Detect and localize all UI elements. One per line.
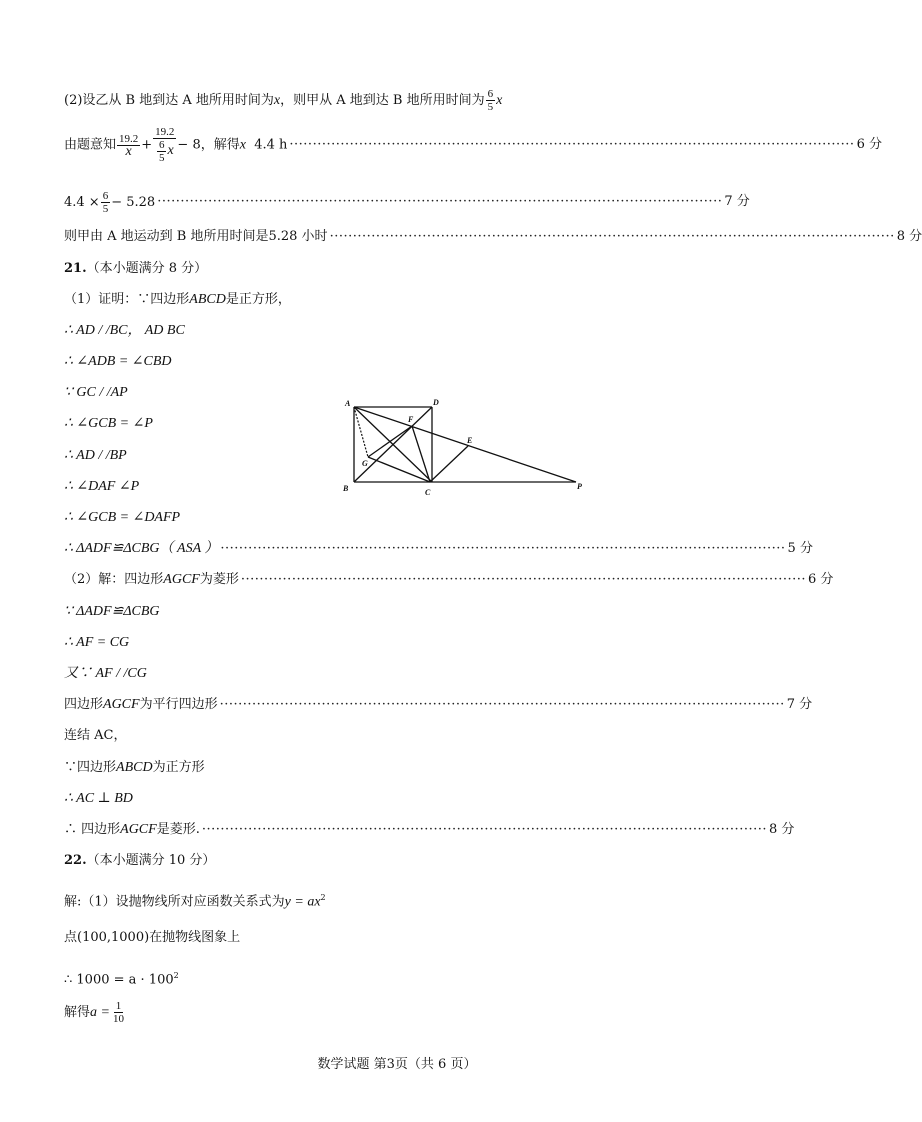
q21-step-7: ∴ ∠DAF ∠P	[64, 479, 140, 494]
square-diagram	[340, 394, 590, 498]
q21-part2-step-7: ∵四边形ABCD为正方形	[64, 760, 205, 775]
p2-line-1: (2)设乙从 B 地到达 A 地所用时间为x，则甲从 A 地到达 B 地所用时间为 $\frac{6}{5}$ x	[64, 88, 503, 113]
fraction-19-2-over-x: $\frac{19.2}{x}$	[119, 132, 139, 159]
label-a: A	[345, 399, 351, 408]
q21-title: 21.（本小题满分 8 分）	[64, 261, 208, 276]
label-g: G	[362, 459, 368, 468]
score-6: 6 分	[856, 137, 882, 152]
score-8b: 8 分	[769, 822, 795, 837]
q21-part2-step-5: 四边形AGCF为平行四边形 ·························································································································· 7 分	[64, 697, 813, 712]
p2-line-4: 则甲由 A 地运动到 B 地所用时间是5.28 小时 ·························································································································· 8 分	[64, 229, 922, 244]
q21-step-9: ∴ ΔADF≌ΔCBG（ ASA ） ·························································································································· 5 分	[64, 541, 813, 556]
fraction-six-fifths-2: $\frac{6}{5}$	[102, 189, 109, 215]
q21-part2-step-6: 连结 AC，	[64, 728, 127, 743]
q21-step-8: ∴ ∠GCB = ∠DAFP	[64, 510, 181, 525]
fraction-one-tenth: $\frac{1}{10}$	[112, 1000, 124, 1025]
label-d: D	[433, 398, 439, 407]
q21-step-3: ∴ ∠ADB = ∠CBD	[64, 354, 172, 369]
label-e: E	[467, 436, 473, 445]
label-f: F	[408, 415, 414, 424]
q21-step-5: ∴ ∠GCB = ∠P	[64, 416, 153, 431]
p2-line-2: 由题意知 $\frac{19.2}{x}$ + 19.2 $\frac{6}{5}$ x − 8，解得x 4.4 h ·························································································································· 6 分	[64, 126, 882, 164]
fraction-19-2-over-six-fifths-x: 19.2 $\frac{6}{5}$ x	[155, 126, 175, 164]
q22-step-4: 解得a = $\frac{1}{10}$	[64, 1000, 124, 1025]
fraction-six-fifths: $\frac{6}{5}$	[487, 88, 494, 113]
label-b: B	[343, 484, 349, 493]
score-7b: 7 分	[786, 697, 813, 712]
q22-step-2: 点(100,1000)在抛物线图象上	[64, 930, 241, 945]
q21-part2-step-3: ∴ AF = CG	[64, 635, 130, 650]
q21-part2-step-2: ∵ ΔADF≌ΔCBG	[64, 604, 160, 619]
q21-step-1: （1）证明：∵四边形ABCD是正方形，	[64, 292, 291, 307]
q21-part2-step-8: ∴ AC ⊥ BD	[64, 791, 133, 806]
q21-part2-intro: （2）解：四边形AGCF为菱形 ·························································································································· 6 分	[64, 572, 834, 587]
score-7: 7 分	[724, 194, 750, 209]
label-c: C	[425, 488, 431, 497]
segment-ce	[430, 446, 468, 482]
q21-part2-step-9: ∴ 四边形AGCF是菱形. ·························································································································· 8 分	[64, 822, 795, 837]
q21-part2-step-4: 又∵ AF / /CG	[64, 666, 147, 681]
q22-title: 22.（本小题满分 10 分）	[64, 853, 216, 868]
segment-gc	[368, 457, 430, 482]
q22-step-3: ∴ $1000 = a \cdot 100^2$	[64, 971, 179, 988]
q21-step-4: ∵ GC / /AP	[64, 385, 128, 400]
score-8: 8 分	[896, 229, 922, 244]
score-5: 5 分	[787, 541, 813, 556]
q21-step-6: ∴ AD / /BP	[64, 448, 127, 463]
segment-fc	[412, 426, 430, 482]
label-p: P	[577, 482, 582, 491]
segment-ap	[354, 407, 576, 482]
q22-step-1: 解:（1）设抛物线所对应函数关系式为$y = ax^2$	[64, 893, 326, 910]
score-6b: 6 分	[808, 572, 834, 587]
p2-line-3: 4.4 × $\frac{6}{5}$ − 5.28 ·························································································································· 7 分	[64, 189, 750, 215]
page-footer: 数学试题 第3页（共 6 页）	[317, 1057, 477, 1072]
segment-fg	[368, 426, 412, 457]
q21-step-2: ∴ AD / /BC， AD BC	[64, 323, 185, 338]
